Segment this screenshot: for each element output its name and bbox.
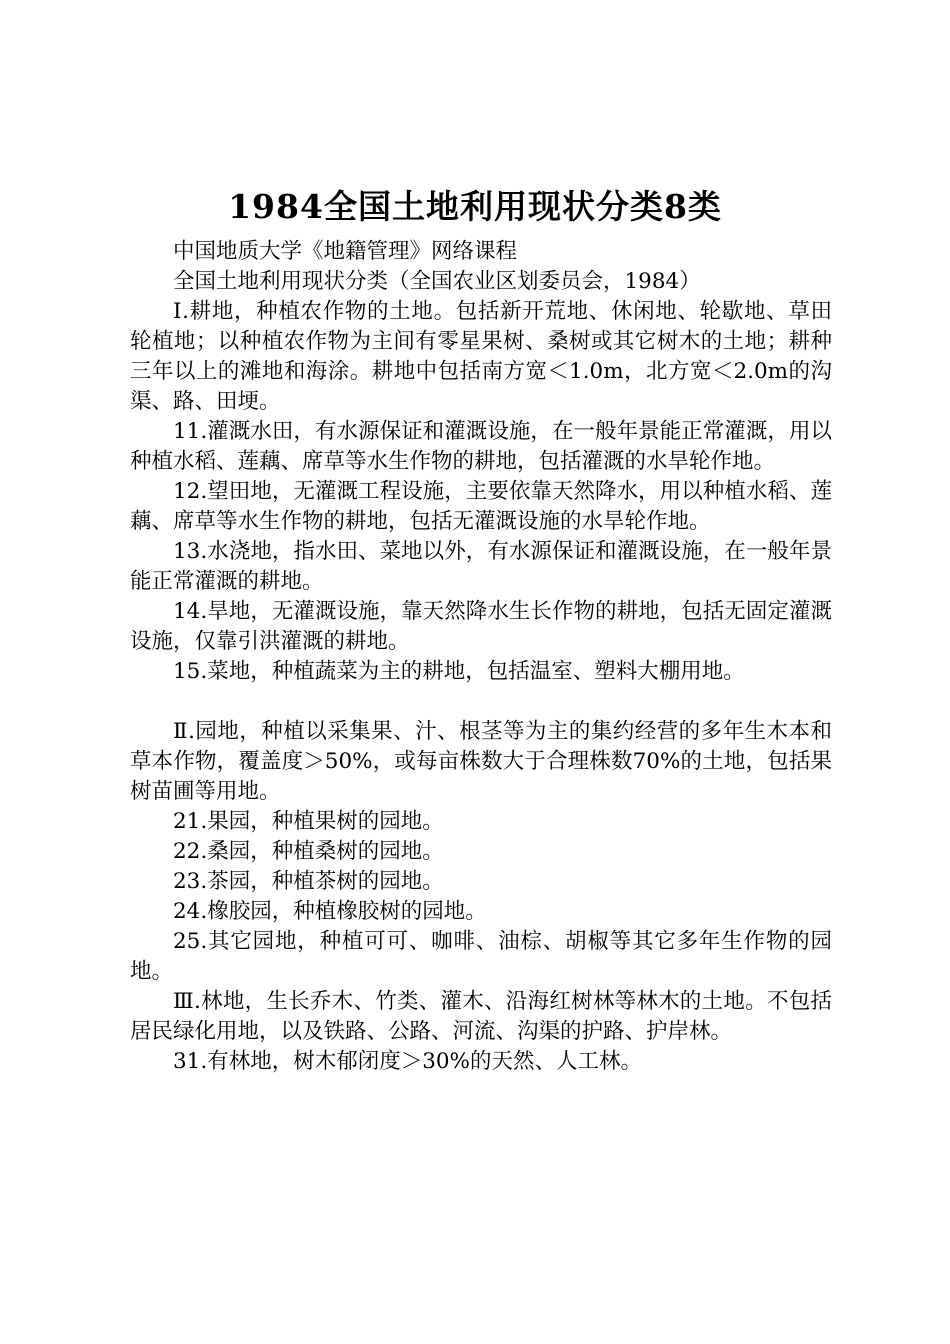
paragraph-course-name: 中国地质大学《地籍管理》网络课程 bbox=[173, 239, 518, 264]
document-body bbox=[130, 237, 832, 1077]
paragraph-item-25: 25.其它园地，种植可可、咖啡、油棕、胡椒等其它多年生作物的园地。 bbox=[130, 929, 832, 984]
paragraph-category-2-garden-land: Ⅱ.园地，种植以采集果、汁、根茎等为主的集约经营的多年生木本和草本作物，覆盖度＞50%，或每亩株数大于合理株数70%的土地，包括果树苗圃等用地。 bbox=[130, 719, 832, 804]
paragraph-item-11: 11.灌溉水田，有水源保证和灌溉设施，在一般年景能正常灌溉，用以种植水稻、莲藕、席草等水生作物的耕地，包括灌溉的水旱轮作地。 bbox=[130, 419, 832, 474]
paragraph-category-1-cultivated-land: Ⅰ.耕地，种植农作物的土地。包括新开荒地、休闲地、轮歇地、草田轮植地；以种植农作物为主间有零星果树、桑树或其它树木的土地；耕种三年以上的滩地和海涂。耕地中包括南方宽＜1.0m，北方宽＜2.0m的沟渠、路、田埂。 bbox=[130, 299, 832, 414]
paragraph-item-14: 14.旱地，无灌溉设施，靠天然降水生长作物的耕地，包括无固定灌溉设施，仅靠引洪灌溉的耕地。 bbox=[130, 599, 832, 654]
paragraph-item-31: 31.有林地，树木郁闭度＞30%的天然、人工林。 bbox=[173, 1049, 642, 1074]
paragraph-item-23: 23.茶园，种植茶树的园地。 bbox=[173, 869, 444, 894]
paragraph-item-22: 22.桑园，种植桑树的园地。 bbox=[173, 839, 444, 864]
paragraph-item-13: 13.水浇地，指水田、菜地以外，有水源保证和灌溉设施，在一般年景能正常灌溉的耕地。 bbox=[130, 539, 832, 594]
paragraph-item-24: 24.橡胶园，种植橡胶树的园地。 bbox=[173, 899, 487, 924]
paragraph-category-3-forest-land: Ⅲ.林地，生长乔木、竹类、灌木、沿海红树林等林木的土地。不包括居民绿化用地，以及铁路、公路、河流、沟渠的护路、护岸林。 bbox=[130, 989, 832, 1044]
paragraph-item-12: 12.望田地，无灌溉工程设施，主要依靠天然降水，用以种植水稻、莲藕、席草等水生作物的耕地，包括无灌溉设施的水旱轮作地。 bbox=[130, 479, 832, 534]
paragraph-item-15: 15.菜地，种植蔬菜为主的耕地，包括温室、塑料大棚用地。 bbox=[173, 659, 745, 684]
paragraph-classification-source: 全国土地利用现状分类（全国农业区划委员会，1984） bbox=[173, 269, 701, 294]
document-title: 1984全国土地利用现状分类8类 bbox=[228, 187, 722, 226]
paragraph-item-21: 21.果园，种植果树的园地。 bbox=[173, 809, 444, 834]
